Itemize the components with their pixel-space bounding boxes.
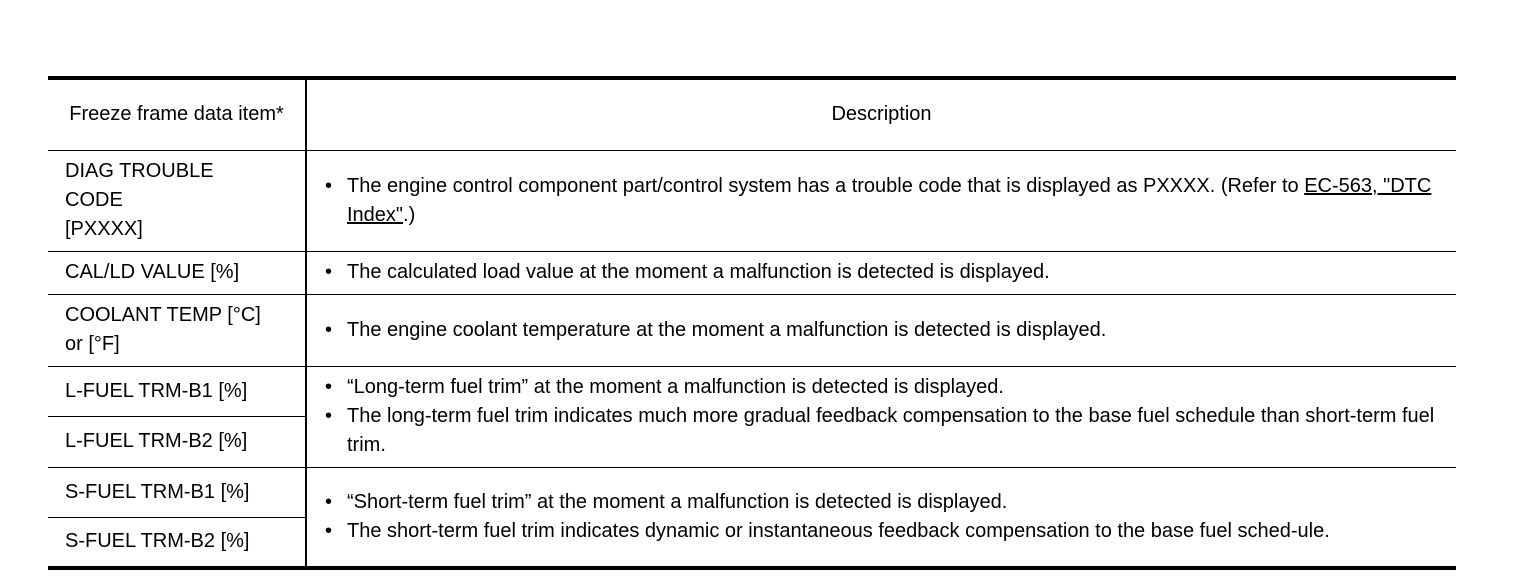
freeze-frame-data-table bbox=[48, 76, 1456, 570]
item-l-fuel-trm-b2: L-FUEL TRM-B2 [%] bbox=[48, 416, 306, 467]
item-coolant-temp bbox=[48, 294, 306, 366]
description-bullet: • The engine coolant temperature at the moment a malfunction is detected is displayed. bbox=[323, 316, 1446, 345]
header-item: Freeze frame data item* bbox=[48, 78, 306, 150]
dtc-index-link[interactable]: EC-563, "DTC Index" bbox=[347, 174, 1432, 226]
description-text: The engine control component part/control system has a trouble code that is displayed as PXXXX. (Refer to bbox=[347, 174, 1305, 197]
table-row bbox=[48, 467, 1456, 517]
item-line: [PXXXX] bbox=[65, 218, 143, 240]
description-bullet: • The long-term fuel trim indicates much more gradual feedback compensation to the base fuel schedule than short-term fuel trim. bbox=[323, 402, 1446, 460]
table-row bbox=[48, 150, 1456, 251]
table-row bbox=[48, 251, 1456, 294]
description-bullet: • “Short-term fuel trim” at the moment a malfunction is detected is displayed. bbox=[323, 488, 1446, 517]
item-diag-trouble-code bbox=[48, 150, 306, 251]
description-text: .) bbox=[403, 203, 416, 226]
description-cell bbox=[306, 251, 1456, 294]
item-cal-ld-value: CAL/LD VALUE [%] bbox=[48, 251, 306, 294]
description-cell bbox=[306, 467, 1456, 568]
description-cell bbox=[306, 150, 1456, 251]
table-row bbox=[48, 366, 1456, 416]
item-s-fuel-trm-b1: S-FUEL TRM-B1 [%] bbox=[48, 467, 306, 517]
description-bullet: • The short-term fuel trim indicates dynamic or instantaneous feedback compensation to the base fuel sched-ule. bbox=[323, 517, 1446, 546]
item-l-fuel-trm-b1: L-FUEL TRM-B1 [%] bbox=[48, 366, 306, 416]
item-s-fuel-trm-b2: S-FUEL TRM-B2 [%] bbox=[48, 517, 306, 568]
description-cell bbox=[306, 366, 1456, 467]
header-description: Description bbox=[306, 78, 1456, 150]
description-bullet: • The calculated load value at the moment a malfunction is detected is displayed. bbox=[323, 258, 1446, 287]
description-bullet bbox=[323, 172, 1446, 230]
item-line: DIAG TROUBLE bbox=[65, 160, 214, 182]
table-header-row bbox=[48, 78, 1456, 150]
item-line: or [°F] bbox=[65, 333, 120, 355]
description-bullet: • “Long-term fuel trim” at the moment a malfunction is detected is displayed. bbox=[323, 373, 1446, 402]
table-row bbox=[48, 294, 1456, 366]
description-cell bbox=[306, 294, 1456, 366]
item-line: COOLANT TEMP [°C] bbox=[65, 304, 261, 326]
item-line: CODE bbox=[65, 189, 123, 211]
